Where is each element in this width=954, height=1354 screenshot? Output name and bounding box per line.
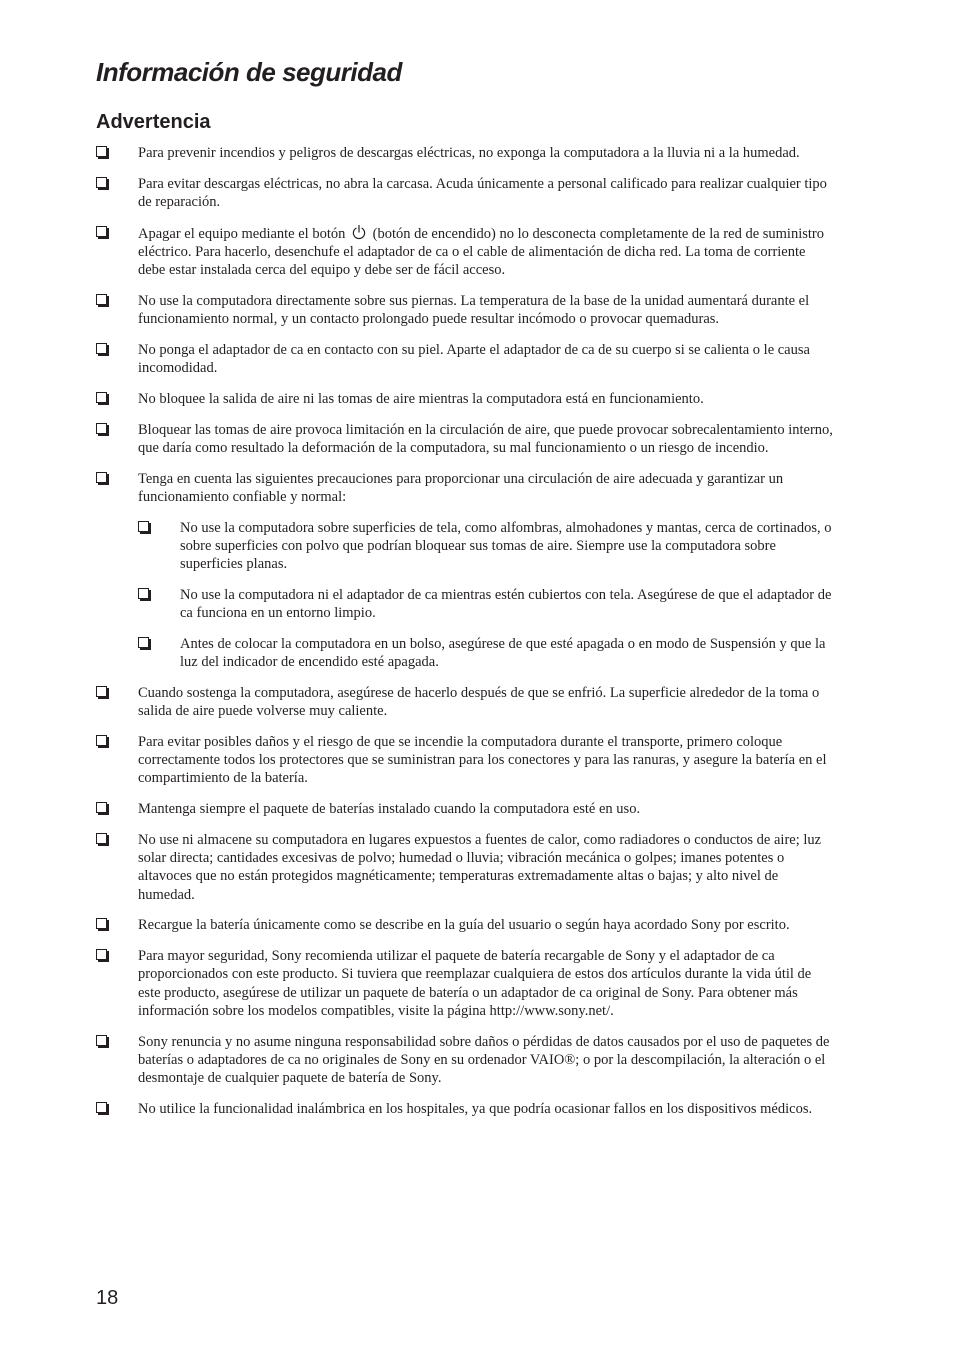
list-item: Bloquear las tomas de aire provoca limitación en la circulación de aire, que puede provocar sobrecalentamiento interno, que daría como resultado la deformación de la computadora, su mal funcionamiento o un riesgo de incendio.: [96, 421, 836, 458]
checkbox-bullet-icon: [96, 343, 107, 354]
checkbox-bullet-icon: [96, 392, 107, 403]
sub-list: [138, 519, 836, 672]
list-item: Para mayor seguridad, Sony recomienda utilizar el paquete de batería recargable de Sony y el adaptador de ca proporcionados con este producto. Si tuviera que reemplazar cualquiera de estos dos artículos durante la vida útil de este producto, asegúrese de utilizar un paquete de batería o un adaptador de ca original de Sony. Para obtener más información sobre los modelos compatibles, visite la página http://www.sony.net/.: [96, 947, 836, 1020]
section-title: Advertencia: [96, 111, 211, 133]
checkbox-bullet-icon: [138, 521, 149, 532]
checkbox-bullet-icon: [96, 146, 107, 157]
checkbox-bullet-icon: [96, 686, 107, 697]
checkbox-bullet-icon: [96, 423, 107, 434]
list-item: Para prevenir incendios y peligros de descargas eléctricas, no exponga la computadora a la lluvia ni a la humedad.: [96, 144, 836, 162]
checkbox-bullet-icon: [96, 472, 107, 483]
list-item: No ponga el adaptador de ca en contacto con su piel. Aparte el adaptador de ca de su cuerpo si se calienta o le causa incomodidad.: [96, 341, 836, 378]
list-item: Sony renuncia y no asume ninguna responsabilidad sobre daños o pérdidas de datos causados por el uso de paquetes de baterías o adaptadores de ca no originales de Sony en su ordenador VAIO®; o por la descompilación, la alteración o el desmontaje de cualquier paquete de batería de Sony.: [96, 1033, 836, 1088]
list-item: No bloquee la salida de aire ni las tomas de aire mientras la computadora está en funcionamiento.: [96, 390, 836, 408]
checkbox-bullet-icon: [96, 177, 107, 188]
list-item: Cuando sostenga la computadora, asegúrese de hacerlo después de que se enfrió. La superficie alrededor de la toma o salida de aire puede volverse muy caliente.: [96, 684, 836, 721]
sub-list-item: Antes de colocar la computadora en un bolso, asegúrese de que esté apagada o en modo de Suspensión y que la luz del indicador de encendido esté apagada.: [138, 635, 836, 672]
list-item: No use la computadora directamente sobre sus piernas. La temperatura de la base de la unidad aumentará durante el funcionamiento normal, y un contacto prolongado puede resultar incómodo o provocar quemaduras.: [96, 292, 836, 329]
list-item: Para evitar posibles daños y el riesgo de que se incendie la computadora durante el transporte, primero coloque correctamente todos los protectores que se suministran para los conectores y para las ranuras, y asegure la batería en el compartimiento de la batería.: [96, 733, 836, 788]
list-item: Tenga en cuenta las siguientes precauciones para proporcionar una circulación de aire adecuada y garantizar un funcionamiento confiable y normal: No use la computadora sobre superficies de tela, como alfombras, almohadones y mantas, cerca de cortinados, o sobre superficies con polvo que podrían bloquear sus tomas de aire. Siempre use la computadora sobre superficies planas. No use la computadora ni el adaptador de ca mientras estén cubiertos con tela. Asegúrese de que el adaptador de ca funciona en un entorno limpio. Antes de colocar la computadora en un bolso, asegúrese de que esté apagada o en modo de Suspensión y que la luz del indicador de encendido esté apagada.: [96, 470, 836, 672]
page-number: 18: [96, 1287, 119, 1309]
power-icon: [351, 224, 367, 240]
list-item: Apagar el equipo mediante el botón (botón de encendido) no lo desconecta completamente de la red de suministro eléctrico. Para hacerlo, desenchufe el adaptador de ca o el cable de alimentación de dicha red. La toma de corriente debe estar instalada cerca del equipo y debe ser de fácil acceso.: [96, 224, 836, 280]
checkbox-bullet-icon: [96, 802, 107, 813]
warning-list: [96, 144, 836, 1131]
checkbox-bullet-icon: [96, 949, 107, 960]
checkbox-bullet-icon: [96, 918, 107, 929]
checkbox-bullet-icon: [96, 1102, 107, 1113]
checkbox-bullet-icon: [96, 1035, 107, 1046]
list-item: No utilice la funcionalidad inalámbrica en los hospitales, ya que podría ocasionar fallos en los dispositivos médicos.: [96, 1100, 836, 1118]
checkbox-bullet-icon: [138, 637, 149, 648]
checkbox-bullet-icon: [96, 226, 107, 237]
list-item: Recargue la batería únicamente como se describe en la guía del usuario o según haya acordado Sony por escrito.: [96, 916, 836, 934]
list-item: Para evitar descargas eléctricas, no abra la carcasa. Acuda únicamente a personal calificado para realizar cualquier tipo de reparación.: [96, 175, 836, 212]
checkbox-bullet-icon: [96, 294, 107, 305]
sub-list-item: No use la computadora sobre superficies de tela, como alfombras, almohadones y mantas, cerca de cortinados, o sobre superficies con polvo que podrían bloquear sus tomas de aire. Siempre use la computadora sobre superficies planas.: [138, 519, 836, 574]
page-title: Información de seguridad: [96, 57, 402, 87]
checkbox-bullet-icon: [138, 588, 149, 599]
checkbox-bullet-icon: [96, 735, 107, 746]
checkbox-bullet-icon: [96, 833, 107, 844]
sub-list-item: No use la computadora ni el adaptador de ca mientras estén cubiertos con tela. Asegúrese de que el adaptador de ca funciona en un entorno limpio.: [138, 586, 836, 623]
list-item: Mantenga siempre el paquete de baterías instalado cuando la computadora esté en uso.: [96, 800, 836, 818]
list-item: No use ni almacene su computadora en lugares expuestos a fuentes de calor, como radiadores o conductos de aire; luz solar directa; cantidades excesivas de polvo; humedad o lluvia; vibración mecánica o golpes; imanes potentes o altavoces que no están protegidos magnéticamente; temperaturas extremadamente altas o bajas; y alto nivel de humedad.: [96, 831, 836, 904]
